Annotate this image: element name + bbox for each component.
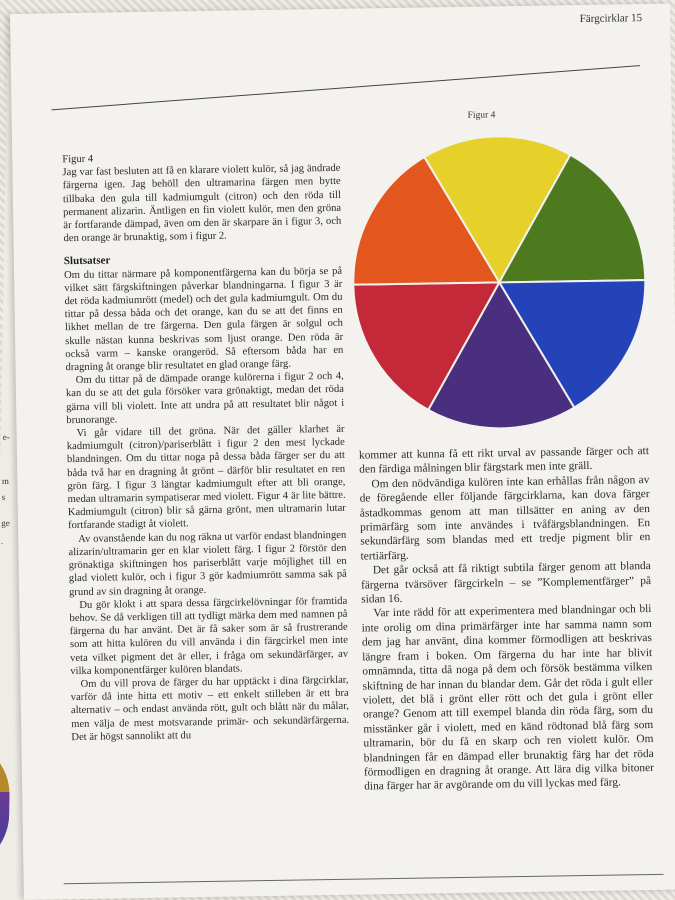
left-column	[62, 149, 349, 744]
previous-page-fragment: e-	[2, 432, 10, 442]
previous-page-fragment: m	[1, 476, 10, 486]
body-paragraph: Av ovanstående kan du nog räkna ut varför endast blandningen alizarin/ultramarin ger en klar violett färg. I figur 2 förstör den grönaktiga skiftningen hos pariserblått varje möjlighet till en glad violett kulör, och i figur 3 gör kadmiumrött samma sak på grund av sin dragning åt orange.	[68, 529, 347, 598]
running-head: Färgcirklar 15	[579, 12, 643, 26]
caption-text: Jag var fast besluten att få en klarare violett kulör, så jag ändrade färgerna igen. Jag behöll den ultramarina färgen men bytte tillbaka den gula till kadmiumgult (citron) och den röda till permanent alizarin. Äntligen en fin violett kulör, men den gröna är fortfarande dämpad, även om den är skarpare än i figur 3, och den orange är brunaktig, som i figur 2.	[62, 163, 342, 245]
body-paragraph: Om du vill prova de färger du har upptäckt i dina färgcirklar, varför då inte hitta ett motiv – ett enkelt stilleben är ett bra alternativ – och endast använda rött, gult och blått när du målar, men välja de mest motsvarande primär- och sekundärfärgerna. Det är högst sannolikt att du	[70, 674, 350, 743]
section-heading: Slutsatser	[63, 254, 111, 268]
body-paragraph: kommer att kunna få ett rikt urval av passande färger och att den färdiga målningen blir färgstark men inte gräll.	[358, 445, 650, 476]
body-paragraph: Om du tittar närmare på komponentfärgerna kan du börja se på vilket sätt färgskiftningen påverkar blandningarna. I figur 3 är det röda kadmiumrött (medel) och det gula kadmiumgult. Om du tittar på dessa båda och det orange, kan du se att det finns en likhet mellan de tre färgerna. Den gula färgen är solgul och skulle nästan kunna beskrivas som ljust orange. Den röda är också varm – kanske orangeröd. Så eftersom båda har en dragning åt orange blir resultatet en glad orange färg.	[64, 265, 344, 374]
body-paragraph: Du gör klokt i att spara dessa färgcirkelövningar för framtida behov. Se då verkligen till att tydligt märka dem med namnen på färgerna du har använt. Det är få saker som är så frustrerande som att hitta kulören du vill använda i din färgcirkel men inte veta vilket pigment det är eller, i fråga om sekundärfärger, av vilka komponentfärger kulören blandats.	[69, 595, 349, 677]
previous-page-fragment: .	[0, 536, 4, 546]
body-paragraph: Vi går vidare till det gröna. När det gäller klarhet är kadmiumgult (citron)/pariserblått i figur 2 den mest lyckade blandningen. Om du tittar noga på dessa båda färger ser du att båda två har en dragning åt grönt – därför blir resultatet en ren grön färg. I figur 3 längtar kadmiumgult efter att bli orange, medan ultramarin sympatiserar med violett. Figur 4 är lite bättre. Kadmiumgult (citron) blir så gärna grönt, men ultramarin lutar fortfarande stadigt åt violett.	[66, 423, 346, 532]
body-paragraph: Om du tittar på de dämpade orange kulörerna i figur 2 och 4, kan du se att det gula försöker vara grönaktigt, medan det röda gärna vill bli violett. Inte att undra på att resultatet blir något i brunorange.	[65, 371, 345, 427]
color-wheel-figure	[347, 130, 652, 435]
previous-page-fragment: s	[1, 492, 6, 502]
caption-title: Figur 4	[62, 153, 94, 166]
figure-label: Figur 4	[467, 110, 496, 121]
body-paragraph: Var inte rädd för att experimentera med blandningar och bli inte orolig om dina primärfärger inte har samma namn som dem jag har använt, dina kommer förmodligen att beskrivas längre fram i boken. Om färgerna du har inte har blivit omnämnda, titta då noga på dem och försök bestämma vilken skiftning de har innan du blandar dem. Går det röda i gult eller violett, det blå i grönt eller rött och det gula i grönt eller orange? Genom att till exempel blanda din röda färg, som du misstänker går i violett, med en känd rödtonad blå färg som ultramarin, bör du få en skarp och ren violett kulör. Om blandningen får en dämpad eller brunaktig färg har det röda förmodligen en dragning åt orange. Att lära dig vilka bitoner dina färger har är avgörande om du vill lyckas med färg.	[361, 603, 655, 793]
body-paragraph: Det går också att få riktigt subtila färger genom att blanda färgerna tvärsöver färgcirkeln – se ”Komplementfärger” på sidan 16.	[360, 560, 652, 606]
right-column	[359, 444, 654, 794]
body-paragraph: Om den nödvändiga kulören inte kan erhållas från någon av de föregående eller följande färgcirklarna, kan dova färger åstadkommas genom att man tillsätter en aning av den primärfärg som inte användes i tvåfärgsblandningen. En sekundärfärg som blandas med ett tredje pigment blir en tertiärfärg.	[359, 473, 651, 563]
top-rule	[52, 65, 640, 110]
book-page	[10, 4, 675, 900]
previous-page-color-wheel-fragment	[0, 740, 10, 870]
previous-page-fragment: ge	[1, 518, 10, 528]
bottom-rule	[64, 874, 664, 884]
